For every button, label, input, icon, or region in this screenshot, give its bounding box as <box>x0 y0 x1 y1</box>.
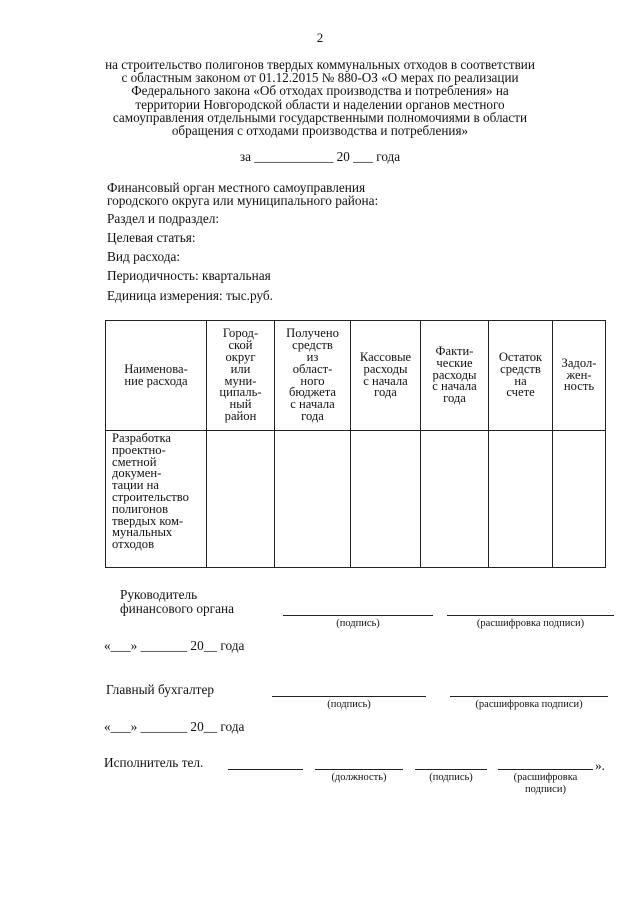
col-header-actual-expenses: Факти- ческие расходы с начала года <box>421 321 489 431</box>
page-number: 2 <box>316 30 324 45</box>
signature-caption: (подпись) <box>429 772 473 783</box>
table-cell-empty[interactable] <box>275 431 351 568</box>
col-header-name: Наименова- ние расхода <box>106 321 207 431</box>
period-line: за ____________ 20 ___ года <box>239 149 401 164</box>
table-cell-empty[interactable] <box>421 431 489 568</box>
executor-position-line[interactable] <box>315 769 403 770</box>
title-line: с областным законом от 01.12.2015 № 880-ОЗ «О мерах по реализации <box>121 70 519 86</box>
col-header-debt: Задол- жен- ность <box>553 321 606 431</box>
col-header-received: Получено средств из област- ного бюджета с начала года <box>275 321 351 431</box>
decoding-caption: (расшифровка подписи) <box>475 699 583 710</box>
accountant-decoding-line[interactable] <box>450 696 608 697</box>
executor-phone-line[interactable] <box>228 769 303 770</box>
col-header-cash-expenses: Кассовые расходы с начала года <box>351 321 421 431</box>
table-cell-empty[interactable] <box>207 431 275 568</box>
fin-org-label-2: городского округа или муниципального района: <box>107 193 379 208</box>
signature-caption: (подпись) <box>336 618 380 629</box>
head-label: Руководитель <box>120 587 198 602</box>
table-row <box>106 431 606 568</box>
table-cell-empty[interactable] <box>553 431 606 568</box>
col-header-balance: Остаток средств на счете <box>489 321 553 431</box>
section-label: Раздел и подраздел: <box>107 211 220 226</box>
date-line: «___» _______ 20__ года <box>104 719 245 734</box>
table-cell-empty[interactable] <box>351 431 421 568</box>
title-line: обращения с отходами производства и потребления» <box>171 123 469 139</box>
title-line: Федерального закона «Об отходах производства и потребления» на <box>131 83 509 99</box>
date-line: «___» _______ 20__ года <box>104 638 245 653</box>
accountant-signature-line[interactable] <box>272 696 426 697</box>
periodicity-label: Периодичность: квартальная <box>107 268 271 283</box>
row-name-cell: Разработка проектно- сметной докумен- тации на строительство полигонов твердых ком- мунальных отходов <box>106 431 207 568</box>
title-line: на строительство полигонов твердых коммунальных отходов в соответствии <box>105 57 535 72</box>
expense-type-label: Вид расхода: <box>107 249 181 264</box>
document-title <box>0 58 640 137</box>
table-cell-empty[interactable] <box>489 431 553 568</box>
decoding-caption-2: подписи) <box>525 784 566 795</box>
position-caption: (должность) <box>331 772 387 783</box>
executor-label: Исполнитель тел. <box>104 755 204 770</box>
executor-decoding-line[interactable] <box>498 769 593 770</box>
signature-caption: (подпись) <box>327 699 371 710</box>
executor-signature-line[interactable] <box>415 769 487 770</box>
fin-org-label-1: Финансовый орган местного самоуправления <box>107 180 366 195</box>
target-article-label: Целевая статья: <box>107 230 196 245</box>
report-table <box>105 320 606 568</box>
head-signature-line[interactable] <box>283 615 433 616</box>
title-line: территории Новгородской области и наделении органов местного <box>135 96 505 112</box>
decoding-caption: (расшифровка подписи) <box>476 618 585 629</box>
unit-label: Единица измерения: тыс.руб. <box>107 288 273 303</box>
head-label-2: финансового органа <box>120 601 235 616</box>
table-header-row <box>106 321 606 431</box>
end-mark: ». <box>595 758 605 773</box>
chief-accountant-label: Главный бухгалтер <box>106 682 215 697</box>
head-decoding-line[interactable] <box>447 615 614 616</box>
decoding-caption-1: (расшифровка <box>513 772 578 783</box>
title-line: самоуправления отдельными государственными полномочиями в области <box>112 109 528 125</box>
col-header-district: Город- ской округ или муни- ципаль- ный район <box>207 321 275 431</box>
